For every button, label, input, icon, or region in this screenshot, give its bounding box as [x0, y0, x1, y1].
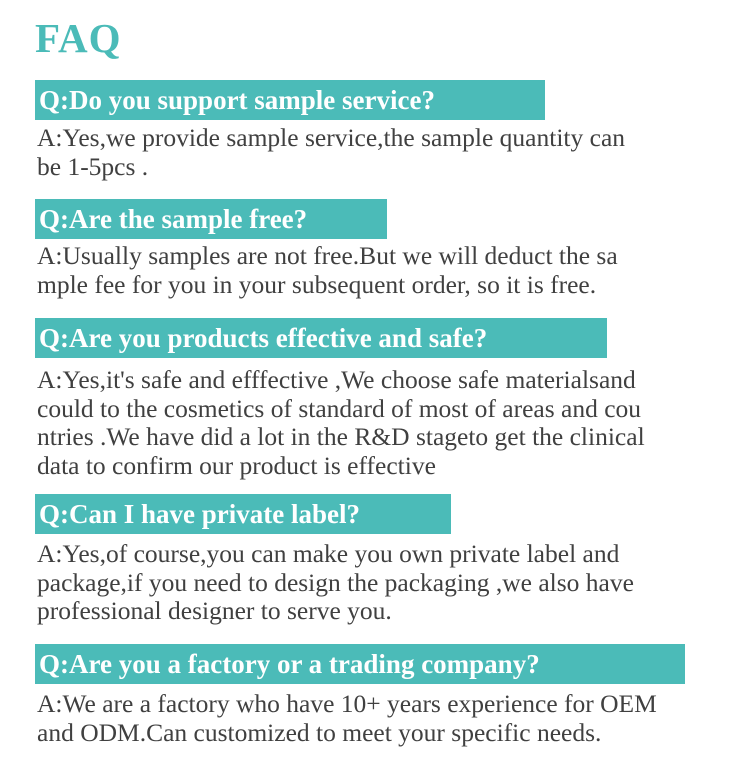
- faq-answer-line: be 1-5pcs .: [37, 151, 149, 181]
- faq-answer-line: A:Yes,it's safe and efffective ,We choose safe materialsand: [37, 365, 636, 394]
- faq-answer-line: A:Usually samples are not free.But we will deduct the sa: [37, 241, 618, 270]
- faq-answer-line: A:We are a factory who have 10+ years experience for OEM: [37, 689, 657, 718]
- faq-answer-4: [37, 540, 737, 626]
- faq-answer-line: professional designer to serve you.: [37, 596, 392, 625]
- faq-answer-line: data to confirm our product is effective: [37, 450, 436, 480]
- faq-question-5: Q:Are you a factory or a trading company?: [35, 644, 685, 684]
- faq-answer-line: package,if you need to design the packaging ,we also have: [37, 567, 634, 597]
- faq-answer-line: could to the cosmetics of standard of most of areas and cou: [37, 393, 642, 423]
- faq-answer-1: [37, 124, 737, 181]
- faq-question-3: Q:Are you products effective and safe?: [35, 318, 607, 358]
- faq-answer-line: A:Yes,we provide sample service,the sample quantity can: [37, 123, 626, 152]
- faq-answer-line: and ODM.Can customized to meet your specific needs.: [37, 717, 602, 747]
- faq-question-2: Q:Are the sample free?: [35, 199, 387, 239]
- faq-answer-5: [37, 690, 737, 747]
- faq-question-4: Q:Can I have private label?: [35, 494, 451, 534]
- faq-answer-2: [37, 242, 737, 299]
- faq-answer-line: A:Yes,of course,you can make you own private label and: [37, 539, 620, 568]
- faq-answer-line: mple fee for you in your subsequent order, so it is free.: [37, 269, 597, 299]
- faq-answer-3: [37, 366, 737, 480]
- page-title: FAQ: [35, 15, 122, 61]
- faq-answer-line: ntries .We have did a lot in the R&D stageto get the clinical: [37, 422, 645, 451]
- faq-question-1: Q:Do you support sample service?: [35, 80, 545, 120]
